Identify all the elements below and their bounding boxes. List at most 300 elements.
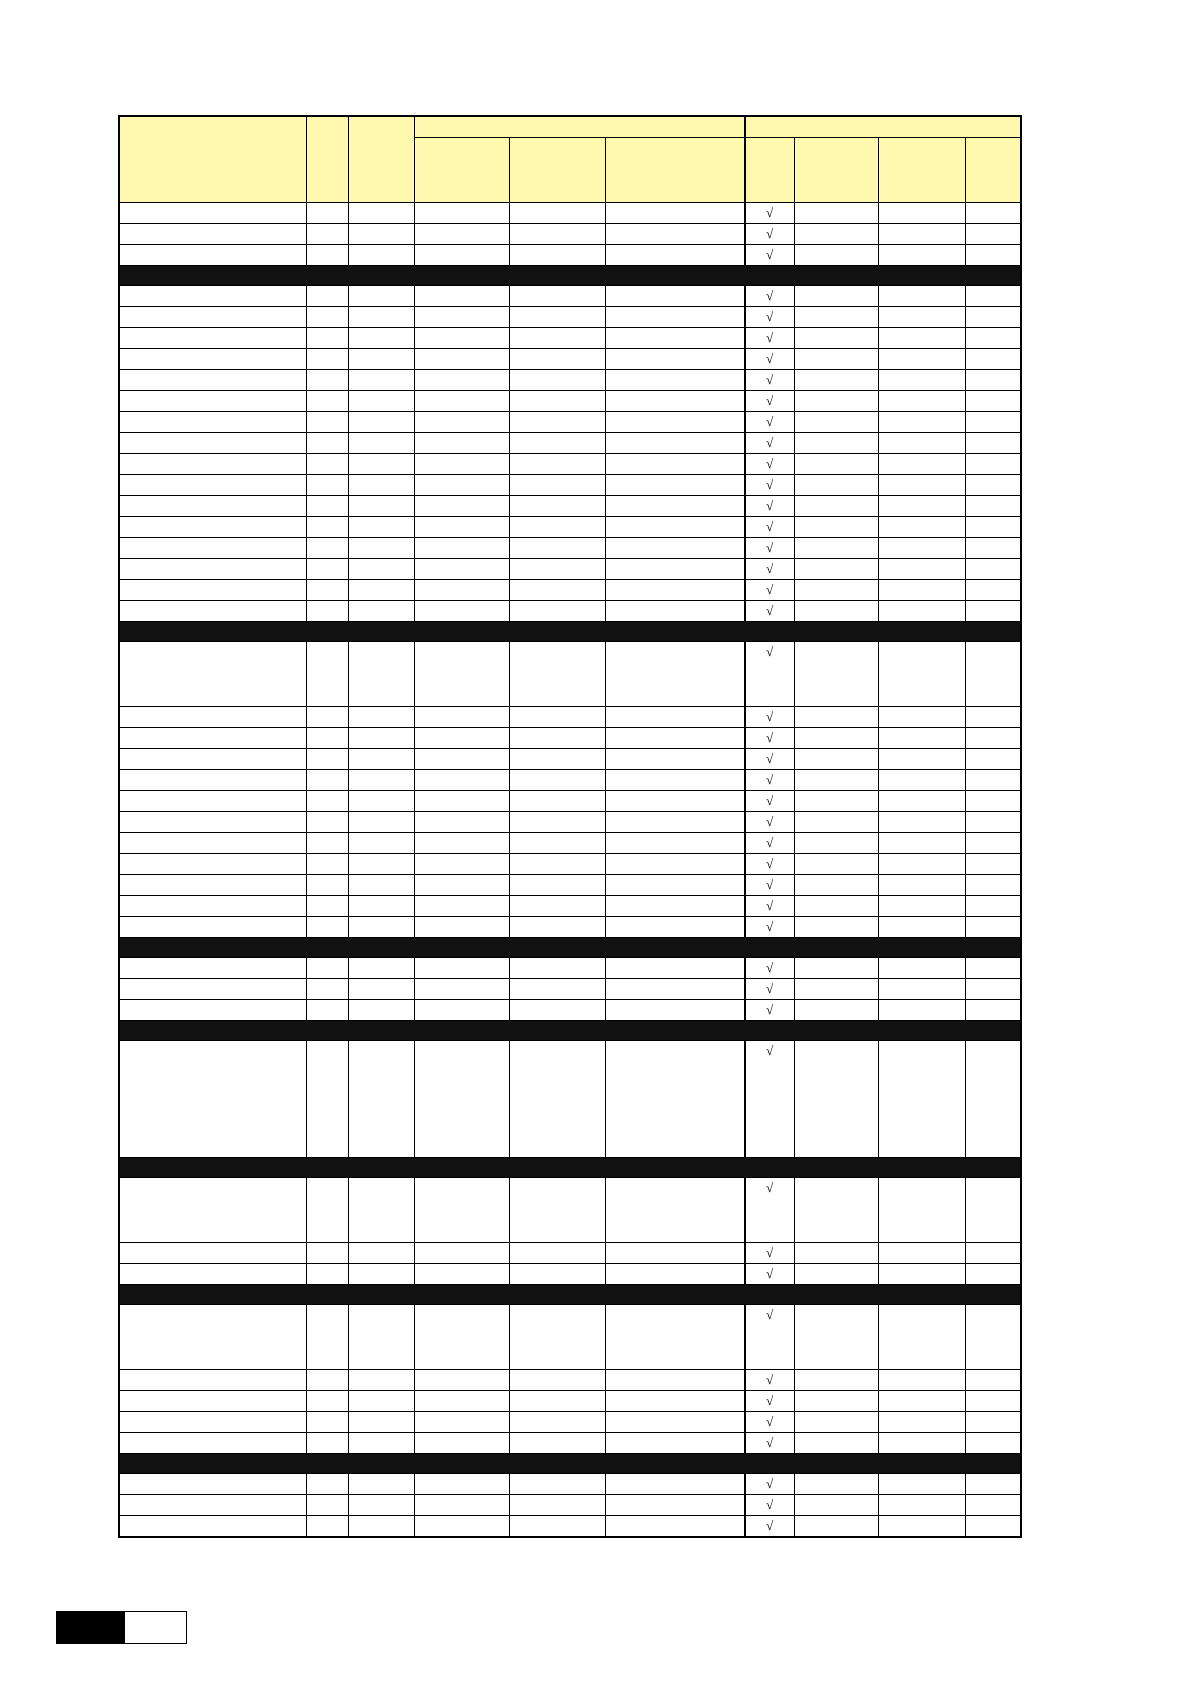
table-cell — [414, 642, 509, 707]
table-cell — [306, 1391, 348, 1412]
table-cell — [794, 875, 878, 896]
table-cell — [119, 349, 306, 370]
table-cell — [414, 601, 509, 622]
table-cell — [878, 833, 965, 854]
table-cell — [878, 812, 965, 833]
check-mark-cell: √ — [745, 1391, 794, 1412]
table-cell — [348, 1391, 414, 1412]
table-cell — [306, 496, 348, 517]
table-cell — [794, 770, 878, 791]
check-mark-cell: √ — [745, 1243, 794, 1264]
table-cell — [794, 1474, 878, 1495]
header-cell — [306, 116, 348, 203]
check-mark-cell: √ — [745, 979, 794, 1000]
table-cell — [348, 538, 414, 559]
table-cell — [605, 224, 745, 245]
table-cell — [509, 642, 605, 707]
table-cell — [965, 1516, 1021, 1538]
table-cell — [119, 580, 306, 601]
table-cell — [414, 454, 509, 475]
table-cell — [306, 454, 348, 475]
table-cell — [605, 412, 745, 433]
table-cell — [119, 391, 306, 412]
table-cell — [605, 517, 745, 538]
table-cell — [306, 224, 348, 245]
table-cell — [119, 412, 306, 433]
table-cell — [878, 307, 965, 328]
table-cell — [794, 854, 878, 875]
table-cell — [414, 1474, 509, 1495]
table-cell — [605, 917, 745, 938]
check-mark-cell: √ — [745, 286, 794, 307]
table-cell — [509, 454, 605, 475]
table-cell — [119, 1041, 306, 1158]
table-cell — [794, 791, 878, 812]
check-mark-cell: √ — [745, 1041, 794, 1158]
table-cell — [306, 896, 348, 917]
table-cell — [605, 1370, 745, 1391]
table-cell — [414, 1264, 509, 1285]
table-cell — [965, 496, 1021, 517]
table-cell — [306, 854, 348, 875]
table-cell — [965, 1495, 1021, 1516]
table-cell — [965, 1391, 1021, 1412]
table-cell — [348, 958, 414, 979]
table-cell — [794, 1516, 878, 1538]
table-cell — [605, 1305, 745, 1370]
table-cell — [414, 496, 509, 517]
table-cell — [878, 580, 965, 601]
table-cell — [306, 979, 348, 1000]
table-cell — [965, 349, 1021, 370]
table-cell — [119, 433, 306, 454]
table-cell — [878, 454, 965, 475]
section-header-cell — [119, 1158, 1021, 1178]
table-cell — [605, 203, 745, 224]
table-row — [119, 496, 1021, 517]
table-cell — [306, 391, 348, 412]
table-cell — [794, 559, 878, 580]
table-cell — [965, 854, 1021, 875]
table-cell — [794, 707, 878, 728]
check-mark-cell: √ — [745, 770, 794, 791]
table-cell — [306, 1433, 348, 1454]
table-cell — [878, 496, 965, 517]
check-mark-cell: √ — [745, 559, 794, 580]
table-cell — [509, 1178, 605, 1243]
table-cell — [348, 642, 414, 707]
table-cell — [348, 749, 414, 770]
table-cell — [794, 1000, 878, 1021]
table-cell — [348, 286, 414, 307]
table-cell — [348, 370, 414, 391]
table-cell — [965, 370, 1021, 391]
table-cell — [605, 538, 745, 559]
header-cell — [605, 138, 745, 203]
header-cell — [119, 116, 306, 203]
table-cell — [348, 1243, 414, 1264]
table-cell — [605, 1516, 745, 1538]
table-cell — [965, 791, 1021, 812]
table-cell — [509, 203, 605, 224]
check-mark-cell: √ — [745, 812, 794, 833]
table-cell — [348, 1370, 414, 1391]
table-row — [119, 1370, 1021, 1391]
table-cell — [794, 412, 878, 433]
table-cell — [509, 1412, 605, 1433]
table-cell — [965, 917, 1021, 938]
table-cell — [509, 728, 605, 749]
table-cell — [605, 791, 745, 812]
header-cell — [414, 138, 509, 203]
table-cell — [348, 1495, 414, 1516]
table-cell — [509, 475, 605, 496]
table-cell — [878, 224, 965, 245]
table-cell — [348, 245, 414, 266]
table-cell — [306, 601, 348, 622]
table-cell — [306, 812, 348, 833]
table-cell — [965, 1370, 1021, 1391]
table-cell — [414, 1370, 509, 1391]
table-cell — [414, 1516, 509, 1538]
table-cell — [414, 707, 509, 728]
check-mark-cell: √ — [745, 896, 794, 917]
table-row — [119, 1474, 1021, 1495]
table-cell — [348, 601, 414, 622]
table-cell — [794, 896, 878, 917]
table-cell — [878, 1000, 965, 1021]
table-cell — [119, 1178, 306, 1243]
table-cell — [348, 1264, 414, 1285]
table-cell — [119, 203, 306, 224]
check-mark-cell: √ — [745, 224, 794, 245]
table-cell — [794, 1370, 878, 1391]
table-cell — [119, 1370, 306, 1391]
section-header-cell — [119, 266, 1021, 286]
table-cell — [119, 1243, 306, 1264]
check-mark-cell: √ — [745, 728, 794, 749]
table-cell — [414, 391, 509, 412]
table-cell — [878, 728, 965, 749]
table-row — [119, 791, 1021, 812]
table-row — [119, 475, 1021, 496]
table-cell — [605, 580, 745, 601]
table-cell — [509, 517, 605, 538]
table-cell — [119, 812, 306, 833]
check-mark-cell: √ — [745, 601, 794, 622]
table-cell — [119, 1516, 306, 1538]
table-cell — [965, 1305, 1021, 1370]
table-cell — [119, 1474, 306, 1495]
table-cell — [794, 224, 878, 245]
table-cell — [414, 896, 509, 917]
check-mark-cell: √ — [745, 1370, 794, 1391]
table-cell — [306, 517, 348, 538]
table-cell — [509, 1516, 605, 1538]
table-row — [119, 307, 1021, 328]
header-cell — [794, 138, 878, 203]
check-mark-cell: √ — [745, 433, 794, 454]
table-cell — [509, 559, 605, 580]
table-row — [119, 349, 1021, 370]
table-cell — [414, 875, 509, 896]
table-cell — [119, 245, 306, 266]
table-cell — [306, 770, 348, 791]
table-cell — [878, 370, 965, 391]
table-row — [119, 1495, 1021, 1516]
table-cell — [794, 1433, 878, 1454]
table-cell — [119, 328, 306, 349]
table-cell — [306, 370, 348, 391]
table-cell — [348, 349, 414, 370]
table-cell — [509, 1474, 605, 1495]
table-cell — [794, 475, 878, 496]
table-cell — [965, 707, 1021, 728]
check-mark-cell: √ — [745, 412, 794, 433]
table-cell — [414, 728, 509, 749]
table-cell — [794, 601, 878, 622]
table-cell — [509, 601, 605, 622]
table-cell — [306, 1370, 348, 1391]
table-cell — [605, 1495, 745, 1516]
table-cell — [306, 728, 348, 749]
table-row — [119, 854, 1021, 875]
table-cell — [348, 770, 414, 791]
table-cell — [794, 538, 878, 559]
table-cell — [414, 812, 509, 833]
table-row — [119, 580, 1021, 601]
table-cell — [509, 328, 605, 349]
table-cell — [306, 833, 348, 854]
table-cell — [794, 1391, 878, 1412]
table-cell — [414, 770, 509, 791]
table-cell — [605, 433, 745, 454]
table-cell — [965, 1264, 1021, 1285]
table-cell — [878, 875, 965, 896]
table-row — [119, 1000, 1021, 1021]
table-cell — [119, 979, 306, 1000]
page-number-tab — [56, 1611, 187, 1644]
check-mark-cell: √ — [745, 328, 794, 349]
table-cell — [878, 854, 965, 875]
table-cell — [119, 875, 306, 896]
table-cell — [605, 1264, 745, 1285]
check-mark-cell: √ — [745, 642, 794, 707]
table-cell — [878, 538, 965, 559]
table-cell — [794, 454, 878, 475]
table-cell — [306, 538, 348, 559]
table-cell — [119, 707, 306, 728]
check-mark-cell: √ — [745, 958, 794, 979]
table-cell — [414, 1495, 509, 1516]
table-row — [119, 286, 1021, 307]
table-cell — [348, 224, 414, 245]
table-cell — [306, 917, 348, 938]
table-cell — [306, 433, 348, 454]
table-row — [119, 370, 1021, 391]
table-cell — [878, 1264, 965, 1285]
check-mark-cell: √ — [745, 1178, 794, 1243]
table-cell — [348, 517, 414, 538]
table-cell — [306, 1516, 348, 1538]
table-row — [119, 1433, 1021, 1454]
table-cell — [794, 496, 878, 517]
table-cell — [414, 958, 509, 979]
table-cell — [794, 917, 878, 938]
table-cell — [119, 475, 306, 496]
table-cell — [965, 475, 1021, 496]
table-cell — [878, 412, 965, 433]
table-cell — [509, 707, 605, 728]
table-row — [119, 1041, 1021, 1158]
table-cell — [965, 1178, 1021, 1243]
table-cell — [965, 1041, 1021, 1158]
table-cell — [605, 642, 745, 707]
table-cell — [878, 770, 965, 791]
table-cell — [878, 245, 965, 266]
table-cell — [794, 1264, 878, 1285]
table-cell — [509, 1495, 605, 1516]
table-cell — [119, 770, 306, 791]
table-cell — [605, 1391, 745, 1412]
table-cell — [605, 601, 745, 622]
table-row — [119, 1412, 1021, 1433]
table-cell — [348, 854, 414, 875]
table-row — [119, 328, 1021, 349]
table-cell — [414, 833, 509, 854]
table-cell — [414, 1412, 509, 1433]
table-cell — [878, 749, 965, 770]
table-cell — [794, 203, 878, 224]
table-cell — [605, 454, 745, 475]
table-row — [119, 1264, 1021, 1285]
table-row — [119, 728, 1021, 749]
table-cell — [119, 1433, 306, 1454]
table-cell — [414, 349, 509, 370]
table-row — [119, 707, 1021, 728]
table-cell — [119, 642, 306, 707]
table-cell — [509, 791, 605, 812]
table-cell — [348, 917, 414, 938]
table-cell — [119, 833, 306, 854]
table-cell — [965, 642, 1021, 707]
table-row — [119, 896, 1021, 917]
table-cell — [348, 1412, 414, 1433]
table-cell — [119, 896, 306, 917]
header-group-left — [414, 116, 745, 138]
table-cell — [509, 1433, 605, 1454]
table-cell — [794, 307, 878, 328]
table-cell — [509, 412, 605, 433]
header-cell — [745, 138, 794, 203]
table-cell — [414, 286, 509, 307]
table-cell — [119, 286, 306, 307]
table-cell — [965, 391, 1021, 412]
table-row — [119, 538, 1021, 559]
section-header-row — [119, 266, 1021, 286]
table-cell — [509, 749, 605, 770]
table-cell — [348, 1474, 414, 1495]
table-cell — [414, 979, 509, 1000]
table-cell — [965, 517, 1021, 538]
table-cell — [414, 1243, 509, 1264]
table-cell — [878, 1305, 965, 1370]
table-row — [119, 245, 1021, 266]
section-header-cell — [119, 938, 1021, 958]
table-cell — [348, 1178, 414, 1243]
table-cell — [605, 749, 745, 770]
table-cell — [878, 1433, 965, 1454]
table-cell — [306, 1000, 348, 1021]
table-cell — [306, 286, 348, 307]
table-cell — [878, 1041, 965, 1158]
table-row — [119, 979, 1021, 1000]
check-mark-cell: √ — [745, 1305, 794, 1370]
table-cell — [878, 642, 965, 707]
table-cell — [306, 642, 348, 707]
table-cell — [509, 1391, 605, 1412]
table-row — [119, 224, 1021, 245]
table-cell — [965, 958, 1021, 979]
table-cell — [119, 559, 306, 580]
table-cell — [878, 1391, 965, 1412]
table-cell — [878, 958, 965, 979]
table-cell — [509, 812, 605, 833]
table-row — [119, 1243, 1021, 1264]
table-cell — [348, 475, 414, 496]
table-cell — [794, 370, 878, 391]
table-cell — [509, 538, 605, 559]
table-cell — [794, 1243, 878, 1264]
table-cell — [306, 1264, 348, 1285]
check-mark-cell: √ — [745, 475, 794, 496]
table-cell — [414, 433, 509, 454]
table-cell — [306, 707, 348, 728]
table-row — [119, 812, 1021, 833]
table-cell — [605, 833, 745, 854]
table-cell — [119, 791, 306, 812]
check-mark-cell: √ — [745, 1433, 794, 1454]
table-row — [119, 958, 1021, 979]
table-row — [119, 1516, 1021, 1538]
table-cell — [119, 370, 306, 391]
check-mark-cell: √ — [745, 833, 794, 854]
check-mark-cell: √ — [745, 875, 794, 896]
table-cell — [605, 707, 745, 728]
table-header — [119, 116, 1021, 203]
table-cell — [878, 391, 965, 412]
table-cell — [414, 517, 509, 538]
table-cell — [878, 707, 965, 728]
table-cell — [965, 1474, 1021, 1495]
table-cell — [119, 224, 306, 245]
table-cell — [348, 979, 414, 1000]
table-cell — [878, 1370, 965, 1391]
section-header-cell — [119, 1285, 1021, 1305]
table-row — [119, 1391, 1021, 1412]
table-row — [119, 412, 1021, 433]
table-cell — [605, 770, 745, 791]
table-cell — [306, 1041, 348, 1158]
table-cell — [878, 433, 965, 454]
table-row — [119, 642, 1021, 707]
header-cell — [509, 138, 605, 203]
table-cell — [965, 203, 1021, 224]
table-cell — [348, 1433, 414, 1454]
table-row — [119, 517, 1021, 538]
table-cell — [348, 496, 414, 517]
table-cell — [794, 517, 878, 538]
